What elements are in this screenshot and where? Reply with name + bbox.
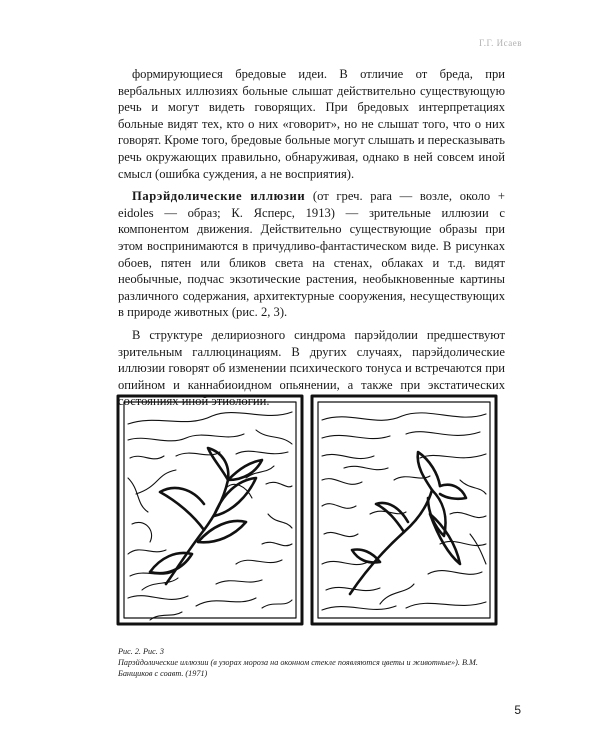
paragraph-2-text: (от греч. para — возле, около + eidoles — образ; К. Ясперс, 1913) — зрительные иллюзии с компонентом движения. Действительно существующие образы при этом воспринимаются в причудливо-фантастическом виде. В рисунках обоев, пятен или бликов света на стенах, облаках и т.д. видят необычные, подчас экзотические растения, необыкновенные картины различного содержания, архитектурные сооружения, несуществующих в природе животных (рис. 2, 3). — [118, 189, 505, 320]
page-number: 5 — [514, 703, 521, 717]
body-text — [118, 66, 505, 410]
term-pareidolic-illusions: Парэйдолические иллюзии — [132, 189, 306, 204]
caption-text: Парэйдолические иллюзии (в узорах мороза на оконном стекле появляются цветы и животные»). В.М. Банщиков с соавт. (1971) — [118, 658, 478, 678]
figure-3-frost-animal — [310, 394, 498, 626]
paragraph-2 — [118, 188, 505, 321]
running-head: Г.Г. Исаев — [479, 38, 522, 48]
figure-2-frost-flower — [116, 394, 304, 626]
caption-figure-label: Рис. 2. Рис. 3 — [118, 647, 164, 656]
paragraph-1: формирующиеся бредовые идеи. В отличие от бреда, при вербальных иллюзиях больные слышат действительно существующую речь и могут видеть говорящих. При бредовых интерпретациях больные видят тех, кто о них «говорит», но не слышат того, что о них говорят. Кроме того, бредовые больные могут слышать и пересказывать речь окружающих правильно, обнаруживая, однако в ней совсем иной смысл (ошибка суждения, а не восприятия). — [118, 67, 505, 181]
figure-caption — [118, 646, 508, 679]
paragraph-3: В структуре делириозного синдрома парэйдолии предшествуют зрительным галлюцинациям. В других случаях, парэйдолические иллюзии говорят об изменении психического тонуса и встречаются при опийном и каннабиоидном опьянении, а также при экстатических состояниях иной этиологии. — [118, 327, 505, 409]
